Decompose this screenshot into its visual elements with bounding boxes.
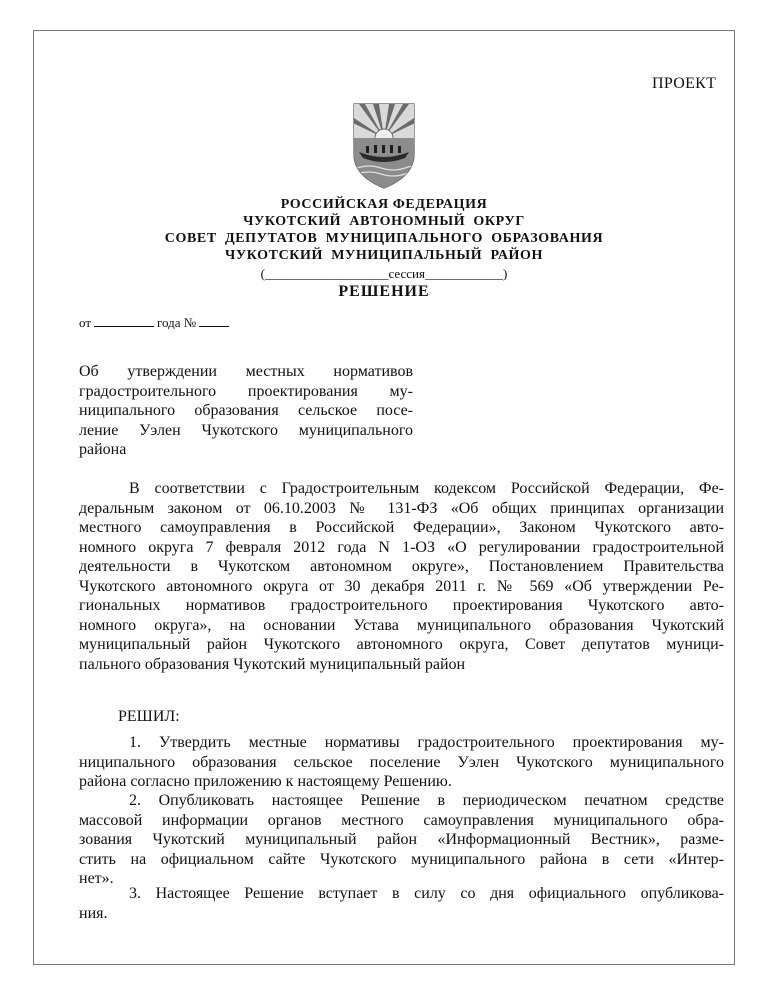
preamble-line: гиональных нормативов градостроительного проектирования Чукотского авто- (79, 597, 724, 614)
date-number-line (79, 315, 229, 331)
date-blank (94, 316, 154, 327)
subject-line: градостроительного проектирования му- (79, 382, 413, 400)
decision-subject (79, 362, 413, 460)
preamble-line: пального образования Чукотский муниципальный район (79, 655, 466, 673)
preamble-line: деральным законом от 06.10.2003 № 131-ФЗ «Об общих принципах организации (79, 499, 724, 517)
header-council: СОВЕТ ДЕПУТАТОВ МУНИЦИПАЛЬНОГО ОБРАЗОВАНИЯ (164, 231, 604, 246)
preamble-line: муниципальный район Чукотского автономного округа, Совет депутатов муници- (79, 636, 724, 653)
item-3-line: 3. Настоящее Решение вступает в силу со дня официального опубликова- (129, 885, 724, 902)
preamble-line: номного округа», на основании Устава муниципального образования Чукотский (79, 616, 724, 634)
item-2-line: 2. Опубликовать настоящее Решение в периодическом печатном средстве (129, 792, 724, 809)
date-from-label: от (79, 315, 92, 330)
preamble-line: деятельности в Чукотском автономном округе», Постановлением Правительства (79, 558, 724, 575)
subject-line: Об утверждении местных нормативов (79, 363, 413, 380)
item-2-line: зования Чукотский муниципальный район «Информационный Вестник», разме- (79, 831, 724, 848)
coat-of-arms-icon (351, 102, 417, 190)
subject-line: ниципального образования сельское посе- (79, 402, 413, 419)
number-blank (199, 316, 229, 327)
item-1-line: района согласно приложению к настоящему Решению. (79, 773, 452, 790)
decision-title: РЕШЕНИЕ (338, 283, 430, 300)
preamble-line: местного самоуправления в Российской Федерации», Законом Чукотского авто- (79, 519, 724, 536)
item-3-line: ния. (79, 904, 108, 922)
preamble-line: В соответствии с Градостроительным кодексом Российской Федерации, Фе- (129, 480, 724, 497)
item-1-line: ниципального образования сельское поселение Уэлен Чукотского муниципального (79, 753, 724, 771)
year-number-label: года № (157, 315, 197, 330)
header-district: ЧУКОТСКИЙ МУНИЦИПАЛЬНЫЙ РАЙОН (224, 248, 544, 263)
subject-line: ление Уэлен Чукотского муниципального (79, 421, 413, 439)
preamble-line: Чукотского автономного округа от 30 декабря 2011 г. № 569 «Об утверждении Ре- (79, 577, 724, 595)
header-country: РОССИЙСКАЯ ФЕДЕРАЦИЯ (280, 197, 488, 212)
preamble-paragraph (79, 479, 724, 674)
item-3 (79, 884, 724, 923)
item-2 (79, 791, 724, 889)
resolved-heading: РЕШИЛ: (118, 708, 180, 725)
item-2-line: нет». (79, 870, 114, 887)
header-okrug: ЧУКОТСКИЙ АВТОНОМНЫЙ ОКРУГ (243, 214, 525, 229)
session-line: (___________________сессия____________) (260, 266, 508, 281)
item-1 (79, 733, 724, 792)
item-2-line: стить на официальном сайте Чукотского муниципального района в сети «Интер- (79, 850, 724, 868)
draft-label: ПРОЕКТ (652, 75, 717, 92)
preamble-line: номного округа 7 февраля 2012 года N 1-ОЗ «О регулировании градостроительной (79, 538, 724, 556)
subject-line: района (79, 441, 127, 458)
item-1-line: 1. Утвердить местные нормативы градостроительного проектирования му- (129, 734, 724, 751)
item-2-line: массовой информации органов местного самоуправления муниципального обра- (79, 811, 724, 829)
